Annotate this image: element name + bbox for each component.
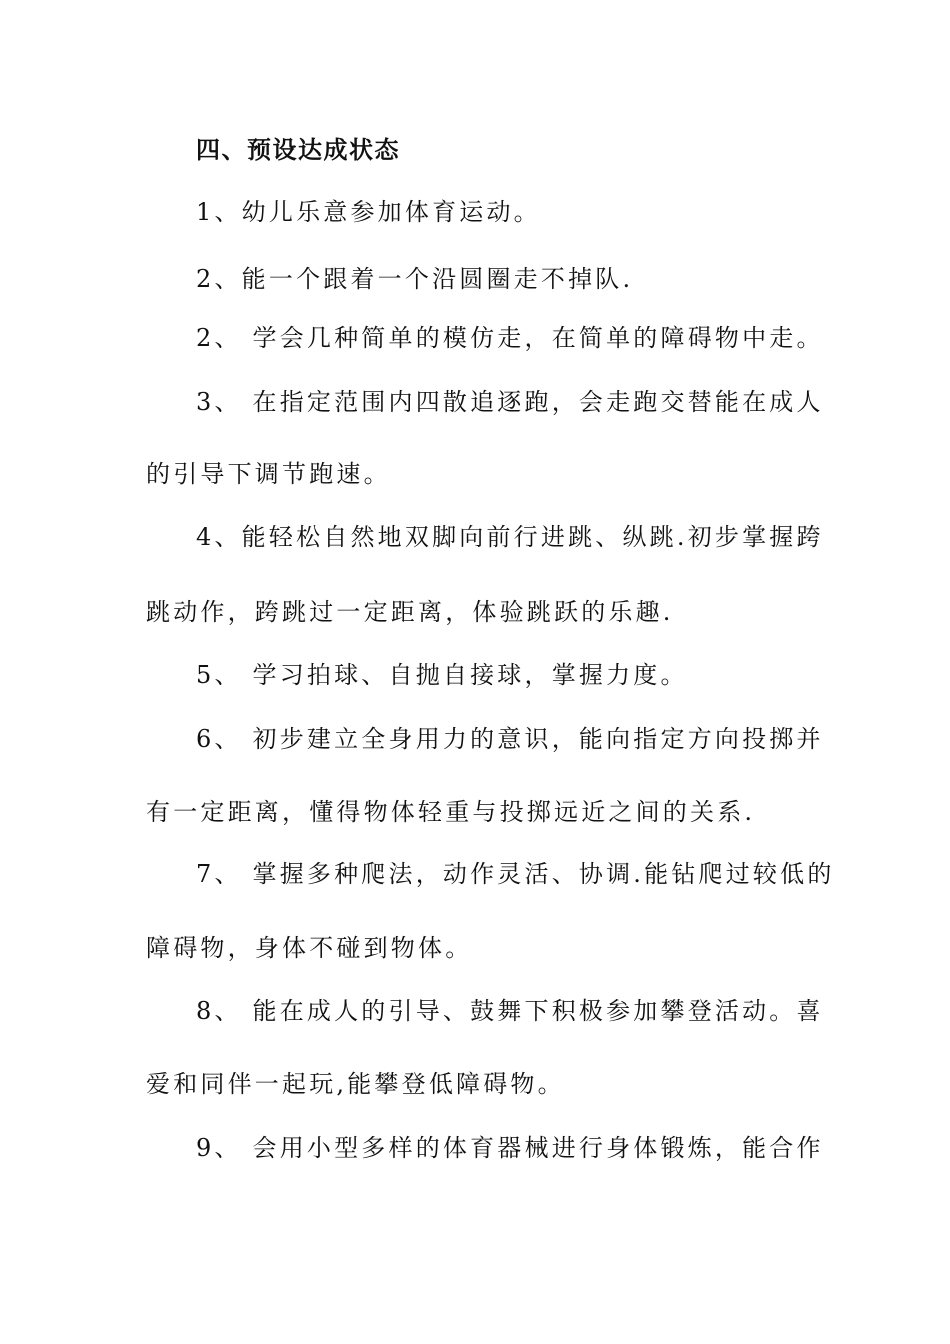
section-heading: 四、预设达成状态 <box>196 136 400 164</box>
paragraph-line: 5、 学习拍球、自抛自接球，掌握力度。 <box>196 661 688 689</box>
paragraph-line: 3、 在指定范围内四散追逐跑，会走跑交替能在成人 <box>196 388 824 416</box>
paragraph-line: 2、 学会几种简单的模仿走，在简单的障碍物中走。 <box>196 324 824 352</box>
paragraph-line: 4、能轻松自然地双脚向前行进跳、纵跳.初步掌握跨 <box>196 523 824 551</box>
paragraph-line: 2、能一个跟着一个沿圆圈走不掉队. <box>196 265 634 293</box>
paragraph-line: 有一定距离，懂得物体轻重与投掷远近之间的关系. <box>146 798 756 826</box>
paragraph-line: 9、 会用小型多样的体育器械进行身体锻炼，能合作 <box>196 1134 824 1162</box>
paragraph-line: 的引导下调节跑速。 <box>146 460 391 488</box>
paragraph-line: 爱和同伴一起玩,能攀登低障碍物。 <box>146 1070 565 1098</box>
paragraph-line: 8、 能在成人的引导、鼓舞下积极参加攀登活动。喜 <box>196 997 824 1025</box>
paragraph-line: 跳动作，跨跳过一定距离，体验跳跃的乐趣. <box>146 598 674 626</box>
paragraph-line: 障碍物，身体不碰到物体。 <box>146 934 473 962</box>
paragraph-line: 7、 掌握多种爬法，动作灵活、协调.能钻爬过较低的 <box>196 860 835 888</box>
paragraph-line: 1、幼儿乐意参加体育运动。 <box>196 198 541 226</box>
paragraph-line: 6、 初步建立全身用力的意识，能向指定方向投掷并 <box>196 725 824 753</box>
